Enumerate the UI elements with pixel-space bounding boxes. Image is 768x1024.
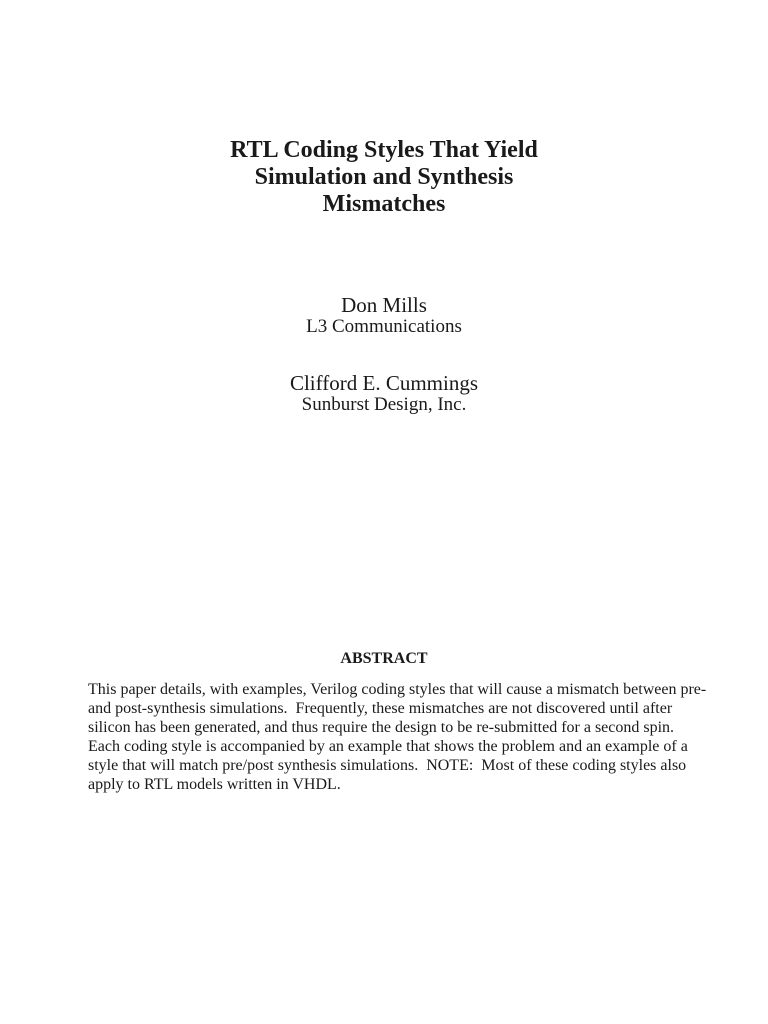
abstract-body xyxy=(88,680,707,794)
paper-title-line-2: Simulation and Synthesis xyxy=(254,164,514,190)
author-affiliation: Sunburst Design, Inc. xyxy=(301,394,467,415)
author-name: Don Mills xyxy=(341,293,427,317)
paper-title-line-3: Mismatches xyxy=(322,191,446,217)
author-affiliation: L3 Communications xyxy=(306,316,462,337)
author-block-don-mills xyxy=(0,293,768,337)
abstract-line: apply to RTL models written in VHDL. xyxy=(88,776,341,793)
abstract-line: Each coding style is accompanied by an example that shows the problem and an example of a xyxy=(88,738,688,755)
paper-title xyxy=(0,137,768,218)
abstract-heading: ABSTRACT xyxy=(340,650,428,667)
author-name: Clifford E. Cummings xyxy=(289,371,479,395)
abstract-line: style that will match pre/post synthesis simulations. NOTE: Most of these coding styles also xyxy=(88,757,687,774)
author-block-clifford-cummings xyxy=(0,371,768,415)
abstract-line: This paper details, with examples, Verilog coding styles that will cause a mismatch between pre- xyxy=(88,681,707,698)
paper-title-line-1: RTL Coding Styles That Yield xyxy=(230,137,538,163)
abstract-line: silicon has been generated, and thus require the design to be re-submitted for a second spin. xyxy=(88,719,675,736)
abstract-line: and post-synthesis simulations. Frequently, these mismatches are not discovered until after xyxy=(88,700,673,717)
